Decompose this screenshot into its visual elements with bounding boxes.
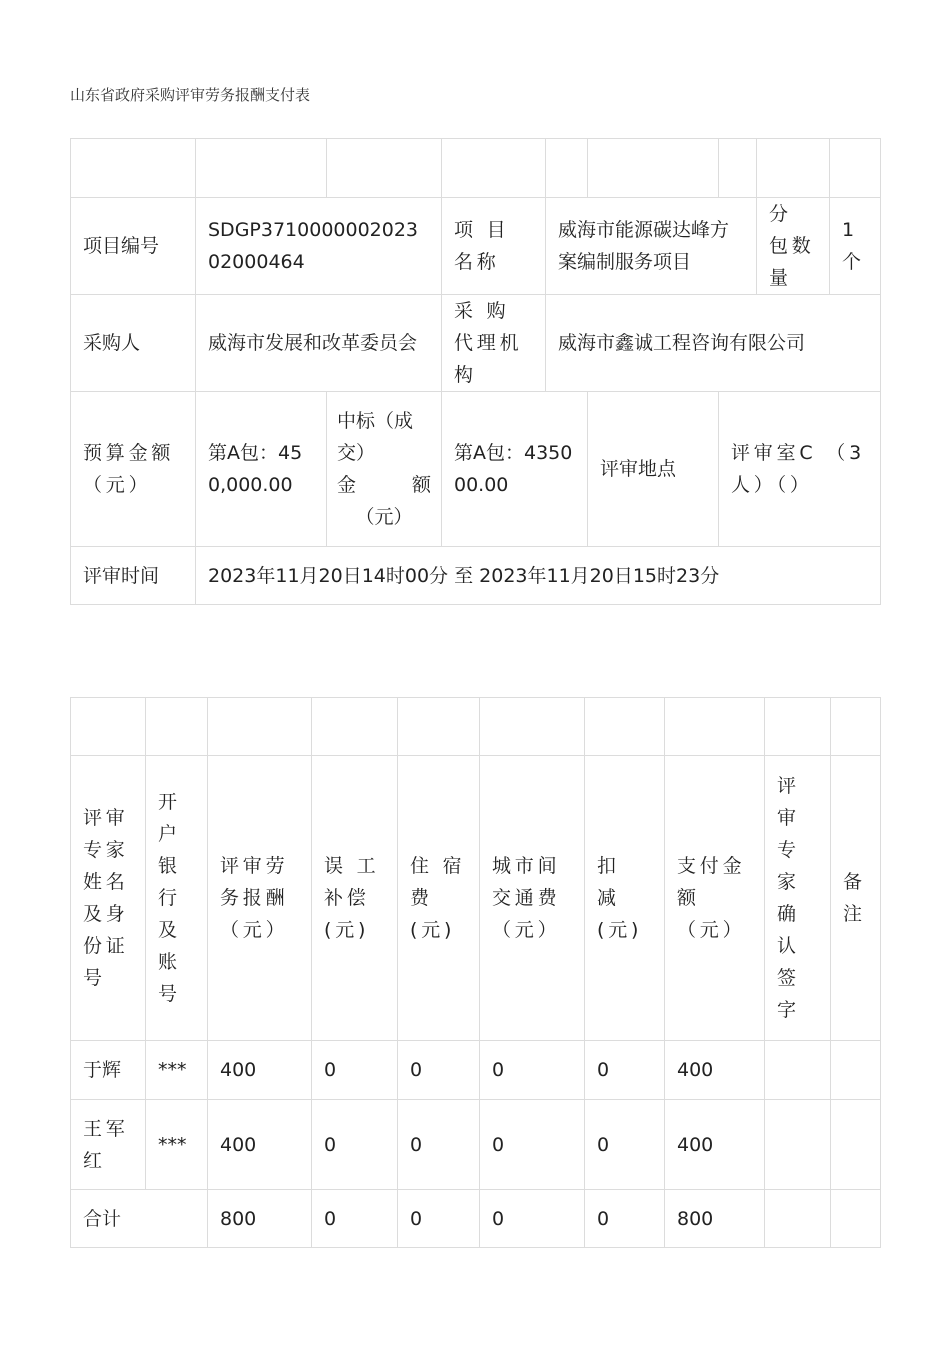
header-remark: 备注 bbox=[831, 756, 881, 1041]
total-label: 合计 bbox=[71, 1190, 208, 1248]
payment: 400 bbox=[665, 1041, 765, 1100]
signature bbox=[765, 1041, 831, 1100]
header-bank-account: 开户银行及账号 bbox=[146, 756, 208, 1041]
remark bbox=[831, 1041, 881, 1100]
total-deduction: 0 bbox=[585, 1190, 665, 1248]
deduction: 0 bbox=[585, 1100, 665, 1190]
budget-label: 预算金额（元） bbox=[71, 392, 196, 547]
header-expert-name: 评审专家姓名及身份证号 bbox=[71, 756, 146, 1041]
time-label: 评审时间 bbox=[71, 547, 196, 605]
spacer-row bbox=[71, 698, 881, 756]
review-fee: 400 bbox=[208, 1041, 312, 1100]
project-row bbox=[71, 198, 881, 295]
header-signature: 评审专家确认签字 bbox=[765, 756, 831, 1041]
transport: 0 bbox=[480, 1100, 585, 1190]
lodging: 0 bbox=[398, 1100, 480, 1190]
project-no-label: 项目编号 bbox=[71, 198, 196, 295]
project-info-table bbox=[70, 138, 881, 605]
expert-name: 于辉 bbox=[71, 1041, 146, 1100]
project-no-value: SDGP371000000202302000464 bbox=[196, 198, 442, 295]
agency-value: 威海市鑫诚工程咨询有限公司 bbox=[546, 295, 881, 392]
payment-table bbox=[70, 697, 881, 1248]
bank-account: *** bbox=[146, 1041, 208, 1100]
compensation: 0 bbox=[312, 1100, 398, 1190]
budget-row bbox=[71, 392, 881, 547]
lot-count-label: 分 包数量 bbox=[757, 198, 830, 295]
total-signature bbox=[765, 1190, 831, 1248]
purchaser-value: 威海市发展和改革委员会 bbox=[196, 295, 442, 392]
purchaser-label: 采购人 bbox=[71, 295, 196, 392]
header-lodging: 住 宿费(元) bbox=[398, 756, 480, 1041]
agency-label: 采 购 代理机构 bbox=[442, 295, 546, 392]
header-transport: 城市间交通费（元） bbox=[480, 756, 585, 1041]
spacer-row bbox=[71, 139, 881, 198]
header-row bbox=[71, 756, 881, 1041]
total-transport: 0 bbox=[480, 1190, 585, 1248]
payment: 400 bbox=[665, 1100, 765, 1190]
deduction: 0 bbox=[585, 1041, 665, 1100]
page-title: 山东省政府采购评审劳务报酬支付表 bbox=[70, 86, 311, 104]
total-fee: 800 bbox=[208, 1190, 312, 1248]
total-lodging: 0 bbox=[398, 1190, 480, 1248]
award-label bbox=[327, 392, 442, 547]
expert-name: 王军红 bbox=[71, 1100, 146, 1190]
header-payment: 支付金额（元） bbox=[665, 756, 765, 1041]
purchaser-row bbox=[71, 295, 881, 392]
project-name-value: 威海市能源碳达峰方案编制服务项目 bbox=[546, 198, 757, 295]
review-fee: 400 bbox=[208, 1100, 312, 1190]
project-name-label: 项 目 名称 bbox=[442, 198, 546, 295]
transport: 0 bbox=[480, 1041, 585, 1100]
bank-account: *** bbox=[146, 1100, 208, 1190]
total-payment: 800 bbox=[665, 1190, 765, 1248]
table-row bbox=[71, 1041, 881, 1100]
lot-count-value: 1个 bbox=[830, 198, 881, 295]
award-value: 第A包：435000.00 bbox=[442, 392, 588, 547]
header-deduction: 扣 减(元) bbox=[585, 756, 665, 1041]
award-label-line-3: （元） bbox=[355, 506, 413, 528]
total-compensation: 0 bbox=[312, 1190, 398, 1248]
signature bbox=[765, 1100, 831, 1190]
budget-value: 第A包：450,000.00 bbox=[196, 392, 327, 547]
remark bbox=[831, 1100, 881, 1190]
award-label-line-1: 中标（成交） bbox=[337, 410, 414, 464]
lodging: 0 bbox=[398, 1041, 480, 1100]
award-label-line-2: 金 额 bbox=[337, 474, 431, 496]
header-review-fee: 评审劳务报酬（元） bbox=[208, 756, 312, 1041]
time-value: 2023年11月20日14时00分 至 2023年11月20日15时23分 bbox=[196, 547, 881, 605]
location-label: 评审地点 bbox=[588, 392, 719, 547]
compensation: 0 bbox=[312, 1041, 398, 1100]
total-row bbox=[71, 1190, 881, 1248]
location-value: 评审室C （3人）（） bbox=[719, 392, 881, 547]
header-compensation: 误 工补偿(元) bbox=[312, 756, 398, 1041]
table-row bbox=[71, 1100, 881, 1190]
total-remark bbox=[831, 1190, 881, 1248]
time-row bbox=[71, 547, 881, 605]
